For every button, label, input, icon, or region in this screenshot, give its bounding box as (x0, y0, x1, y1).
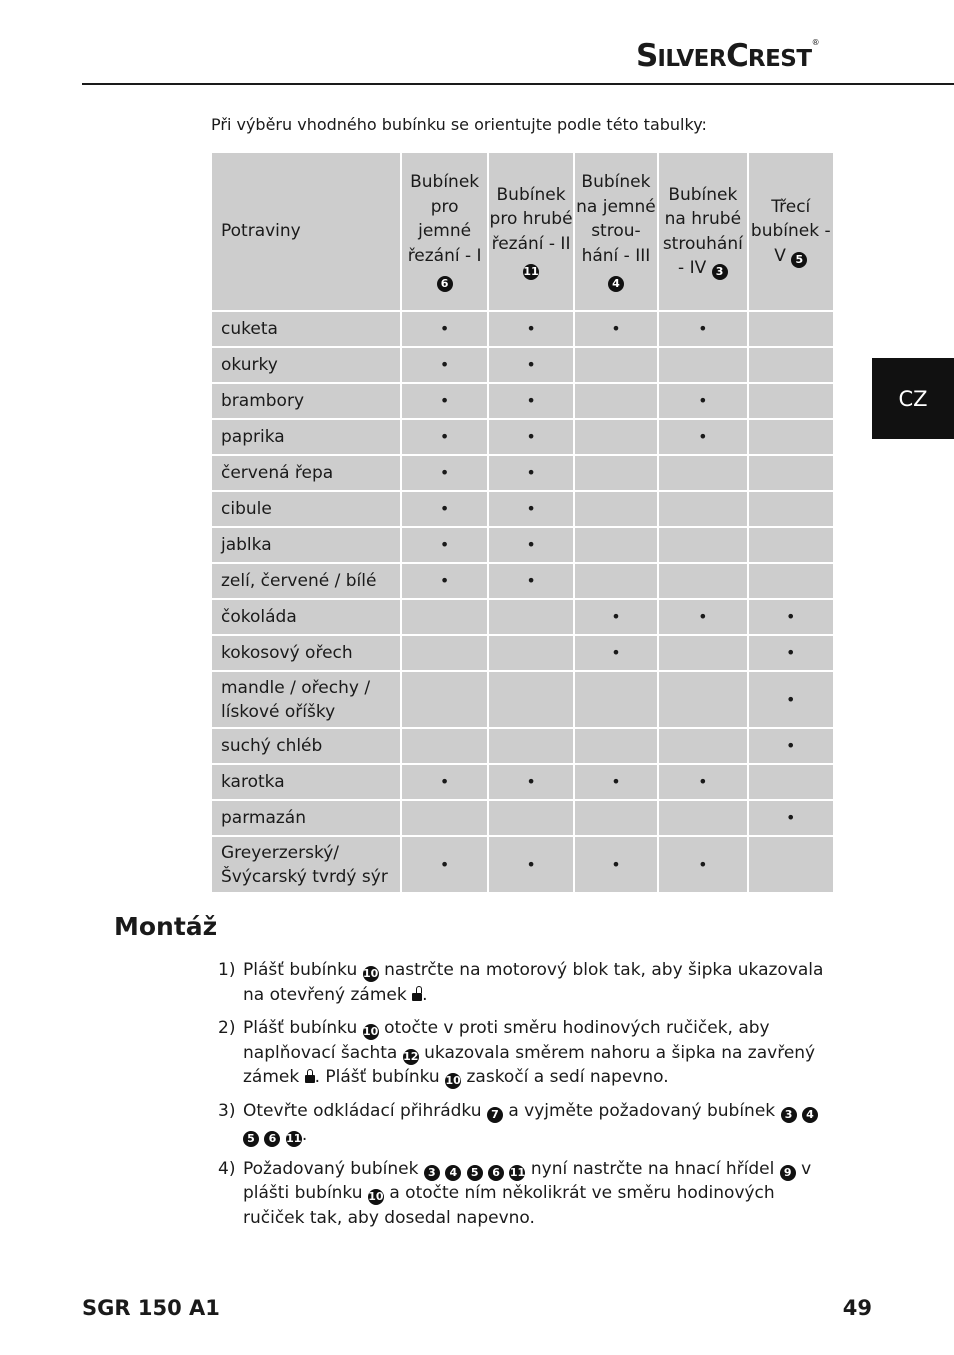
table-cell (575, 672, 657, 727)
number-badge-icon: 5 (791, 252, 807, 268)
table-cell (659, 456, 746, 490)
drum-selection-table (210, 151, 835, 894)
header-drum-4: Bubínek na hrubé strouhání - IV 3 (659, 153, 746, 310)
table-cell (659, 312, 746, 346)
step-text-part: otočte v proti směru hodinových ručiček, aby naplňovací šachta (243, 1018, 770, 1063)
table-cell (402, 636, 487, 670)
table-cell (659, 564, 746, 598)
open-lock-icon (412, 987, 422, 1001)
table-cell (575, 801, 657, 835)
table-cell (749, 420, 833, 454)
food-name: cibule (212, 492, 400, 526)
step-text-part (797, 1101, 802, 1121)
table-cell (659, 600, 746, 634)
table-row (212, 564, 833, 598)
suitable-dot-icon: • (439, 355, 450, 374)
header-drum-1: Bubínek pro jemné řezání - I 6 (402, 153, 487, 310)
table-cell (489, 672, 572, 727)
step-text-part: nyní nastrčte na hnací hřídel (525, 1158, 780, 1179)
table-row (212, 765, 833, 799)
suitable-dot-icon: • (698, 319, 708, 338)
number-badge-icon: 6 (488, 1165, 504, 1181)
number-badge-icon: 10 (445, 1074, 461, 1087)
table-header-row (212, 153, 833, 310)
table-cell (402, 348, 487, 382)
suitable-dot-icon: • (611, 319, 621, 338)
table-row (212, 636, 833, 670)
table-cell (489, 564, 572, 598)
suitable-dot-icon: • (698, 772, 708, 791)
table-cell (402, 600, 487, 634)
language-tab: CZ (872, 358, 954, 439)
step-text-part (483, 1159, 488, 1179)
number-badge-icon: 9 (780, 1165, 796, 1181)
step-text-part: Plášť bubínku (243, 960, 363, 980)
suitable-dot-icon: • (439, 571, 450, 590)
step-text-part: v plášti bubínku (243, 1158, 812, 1203)
table-cell (749, 456, 833, 490)
step-text-part: . (422, 984, 428, 1005)
table-cell (489, 837, 572, 892)
table-cell (402, 801, 487, 835)
table-cell (402, 528, 487, 562)
table-cell (749, 564, 833, 598)
suitable-dot-icon: • (786, 736, 796, 755)
table-cell (575, 837, 657, 892)
table-row (212, 384, 833, 418)
footer-model: SGR 150 A1 (82, 1296, 220, 1320)
header-drum-2: Bubínek pro hrubé řezání - II 11 (489, 153, 572, 310)
suitable-dot-icon: • (611, 607, 621, 626)
step-text-part: . Plášť bubínku (314, 1067, 446, 1087)
suitable-dot-icon: • (698, 854, 708, 874)
table-cell (402, 564, 487, 598)
number-badge-icon: 10 (368, 1190, 384, 1203)
table-cell (402, 672, 487, 727)
table-cell (489, 456, 572, 490)
table-cell (575, 384, 657, 418)
food-name: suchý chléb (212, 729, 400, 763)
step-text-part: zaskočí a sedí napevno. (461, 1067, 669, 1087)
assembly-step (218, 1157, 828, 1231)
suitable-dot-icon: • (439, 463, 450, 482)
table-body (212, 312, 833, 892)
header-drum-5: Třecí bubínek - V 5 (749, 153, 833, 310)
number-badge-icon: 3 (781, 1107, 797, 1123)
suitable-dot-icon: • (526, 772, 536, 791)
table-cell (575, 420, 657, 454)
table-cell (402, 492, 487, 526)
table-row (212, 672, 833, 727)
table-cell (402, 765, 487, 799)
table-cell (659, 492, 746, 526)
table-cell (659, 837, 746, 892)
number-badge-icon: 11 (523, 265, 539, 278)
header-drum-3: Bubínek na jemné strou-hání - III 4 (575, 153, 657, 310)
step-text-part: a otočte ním několikrát ve směru hodinových ručiček tak, aby dosedal napevno. (243, 1183, 775, 1228)
number-badge-icon: 6 (437, 276, 453, 292)
table-cell (402, 312, 487, 346)
food-name: karotka (212, 765, 400, 799)
food-name: čokoláda (212, 600, 400, 634)
food-name: zelí, červené / bílé (212, 564, 400, 598)
suitable-dot-icon: • (698, 427, 708, 446)
table-cell (575, 636, 657, 670)
table-cell (489, 492, 572, 526)
food-name: červená řepa (212, 456, 400, 490)
table-cell (659, 528, 746, 562)
suitable-dot-icon: • (439, 535, 450, 554)
table-cell (749, 672, 833, 727)
food-name: paprika (212, 420, 400, 454)
table-cell (575, 456, 657, 490)
suitable-dot-icon: • (526, 571, 536, 590)
step-text (243, 1016, 828, 1090)
table-cell (575, 765, 657, 799)
header-rule (82, 83, 954, 85)
table-cell (749, 729, 833, 763)
table-cell (402, 384, 487, 418)
assembly-step (218, 1099, 828, 1148)
number-badge-icon: 10 (363, 1025, 379, 1038)
suitable-dot-icon: • (698, 391, 708, 410)
table-row (212, 729, 833, 763)
table-cell (659, 384, 746, 418)
table-row (212, 528, 833, 562)
number-badge-icon: 5 (243, 1131, 259, 1147)
step-text-part: Plášť bubínku (243, 1018, 363, 1038)
table-cell (659, 765, 746, 799)
suitable-dot-icon: • (698, 607, 708, 626)
number-badge-icon: 3 (424, 1165, 440, 1181)
table-cell (489, 801, 572, 835)
table-cell (402, 837, 487, 892)
table-cell (489, 348, 572, 382)
step-text-part: Otevřte odkládací přihrádku (243, 1100, 487, 1121)
table-cell (575, 312, 657, 346)
table-cell (749, 837, 833, 892)
table-cell (575, 564, 657, 598)
assembly-step (218, 1016, 828, 1090)
assembly-step (218, 958, 828, 1007)
table-row (212, 600, 833, 634)
step-number: 1) (218, 960, 236, 980)
table-cell (575, 348, 657, 382)
table-cell (659, 801, 746, 835)
food-name: kokosový ořech (212, 636, 400, 670)
table-cell (749, 492, 833, 526)
food-name: brambory (212, 384, 400, 418)
suitable-dot-icon: • (439, 427, 450, 446)
table-cell (489, 384, 572, 418)
number-badge-icon: 11 (509, 1165, 526, 1179)
number-badge-icon: 5 (467, 1165, 483, 1181)
table-cell (489, 765, 572, 799)
table-cell (575, 492, 657, 526)
table-row (212, 348, 833, 382)
food-name: Greyerzerský/ Švýcarský tvrdý sýr (212, 837, 400, 892)
food-name: okurky (212, 348, 400, 382)
food-name: mandle / ořechy / lískové oříšky (212, 672, 400, 727)
food-name: cuketa (212, 312, 400, 346)
suitable-dot-icon: • (786, 643, 796, 662)
number-badge-icon: 3 (712, 264, 728, 280)
table-cell (749, 636, 833, 670)
suitable-dot-icon: • (526, 535, 536, 554)
table-cell (575, 729, 657, 763)
step-text-part (280, 1125, 285, 1145)
step-text (243, 1157, 828, 1231)
table-row (212, 837, 833, 892)
table-cell (749, 348, 833, 382)
brand-logo: SILVERCREST® (636, 38, 820, 74)
suitable-dot-icon: • (786, 607, 796, 626)
suitable-dot-icon: • (611, 772, 621, 791)
table-cell (575, 600, 657, 634)
table-cell (575, 528, 657, 562)
table-cell (489, 528, 572, 562)
step-text (243, 958, 828, 1007)
suitable-dot-icon: • (526, 319, 536, 338)
page-number: 49 (842, 1296, 872, 1320)
number-badge-icon: 12 (403, 1049, 419, 1063)
table-cell (489, 420, 572, 454)
table-cell (749, 765, 833, 799)
step-text-part: Požadovaný bubínek (243, 1158, 424, 1179)
step-text-part: a vyjměte požadovaný bubínek (502, 1100, 781, 1121)
table-cell (402, 456, 487, 490)
table-cell (749, 600, 833, 634)
suitable-dot-icon: • (786, 808, 796, 827)
table-cell (402, 729, 487, 763)
number-badge-icon: 7 (487, 1107, 503, 1123)
intro-text: Při výběru vhodného bubínku se orientujte podle této tabulky: (211, 115, 707, 134)
step-text (243, 1099, 828, 1148)
table-cell (489, 312, 572, 346)
suitable-dot-icon: • (786, 689, 796, 709)
table-cell (659, 672, 746, 727)
suitable-dot-icon: • (526, 854, 536, 874)
table-cell (749, 312, 833, 346)
section-title: Montáž (114, 912, 218, 941)
number-badge-icon: 6 (264, 1131, 280, 1147)
suitable-dot-icon: • (439, 319, 450, 338)
suitable-dot-icon: • (439, 772, 450, 791)
suitable-dot-icon: • (526, 463, 536, 482)
suitable-dot-icon: • (611, 643, 621, 662)
table-cell (749, 528, 833, 562)
table-row (212, 312, 833, 346)
suitable-dot-icon: • (439, 854, 450, 874)
suitable-dot-icon: • (526, 391, 536, 410)
step-text-part: . (301, 1125, 308, 1145)
table-cell (659, 348, 746, 382)
table-row (212, 456, 833, 490)
table-cell (489, 600, 572, 634)
step-number: 4) (218, 1158, 236, 1179)
table-cell (749, 801, 833, 835)
table-cell (659, 729, 746, 763)
table-cell (659, 636, 746, 670)
suitable-dot-icon: • (526, 499, 536, 518)
suitable-dot-icon: • (526, 427, 536, 446)
step-text-part: nastrčte na motorový blok tak, aby šipka ukazovala na otevřený zámek (243, 960, 824, 1005)
step-text-part: ukazovala směrem nahoru a šipka na zavřený zámek (243, 1042, 816, 1087)
closed-lock-icon (305, 1069, 315, 1083)
table-cell (489, 729, 572, 763)
table-cell (749, 384, 833, 418)
suitable-dot-icon: • (526, 355, 536, 374)
step-text-part (461, 1159, 466, 1179)
table-cell (402, 420, 487, 454)
suitable-dot-icon: • (439, 499, 450, 518)
step-number: 3) (218, 1100, 236, 1121)
number-badge-icon: 4 (445, 1165, 461, 1181)
number-badge-icon: 11 (286, 1132, 302, 1145)
food-name: jablka (212, 528, 400, 562)
suitable-dot-icon: • (611, 854, 621, 874)
number-badge-icon: 10 (363, 967, 379, 980)
number-badge-icon: 4 (802, 1107, 818, 1123)
assembly-steps (218, 958, 828, 1239)
table-cell (489, 636, 572, 670)
number-badge-icon: 4 (608, 276, 624, 292)
step-number: 2) (218, 1018, 236, 1038)
food-name: parmazán (212, 801, 400, 835)
table-cell (659, 420, 746, 454)
table-row (212, 801, 833, 835)
header-food: Potraviny (212, 153, 400, 310)
suitable-dot-icon: • (439, 391, 450, 410)
table-row (212, 492, 833, 526)
table-row (212, 420, 833, 454)
